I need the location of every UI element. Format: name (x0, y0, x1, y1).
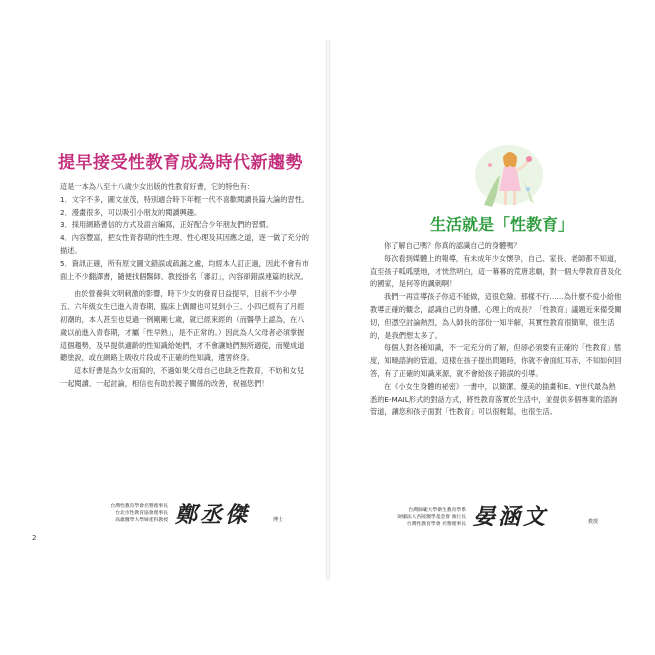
left-list-item: 3．採用網路書信的方式及語言編寫，正好配合少年朋友們的習慣。 (60, 220, 274, 230)
left-list-item: 4．內容豐富，把女性青春期的性生理、性心理及其因應之道，逐一做了充分的描述。 (60, 233, 309, 255)
left-list-item: 5．資訊正確，所有原文圖文錯誤或疏漏之處，均經本人訂正過，因此不會有市面上不少翻譯書，隨便找個醫師、教授掛名「審訂」，內容卻錯誤連篇的狀況。 (60, 258, 309, 281)
signature-title-line: 台灣性教育學會 名譽理事長 (406, 522, 466, 527)
right-page-body (370, 240, 622, 419)
left-list-item: 1．文字不多，圖文並茂，特別適合時下年輕一代不喜歡閱讀長篇大論的習性。 (60, 194, 309, 204)
signature-title-line: 台灣性教育學會名譽理事長 (110, 504, 168, 509)
book-spread (18, 40, 638, 580)
page-number: 2 (32, 534, 37, 542)
left-signature-handwriting: 鄭丞傑 (175, 502, 251, 528)
left-list-item: 2．漫畫很多，可以吸引小朋友的閱讀興趣。 (60, 207, 202, 217)
right-paragraph: 每個人對各種知識，不一定充分的了解，但卻必須要有正確的「性教育」態度，知曉諮詢的管道，這樣在孩子提出問題時，你就不會面紅耳赤，不知如何回答，有了正確的知識來源，就不會給孩子錯誤的引導。 (370, 343, 622, 378)
left-page (18, 40, 326, 580)
left-page-body (60, 181, 310, 391)
left-paragraph: 這是一本為八至十八歲少女出版的性教育好書，它的特色有： (60, 182, 255, 191)
right-signature-suffix: 教授 (588, 519, 599, 525)
signature-title-line: 財團法人杏陵醫學基金會 執行長 (397, 515, 466, 520)
signature-title-line: 高雄醫學大學婦產科教授 (115, 518, 168, 523)
right-paragraph: 你了解自己嗎？你真的認識自己的身體嗎？ (384, 241, 521, 250)
signature-title-line: 台灣師範大學衛生教育學系 (408, 508, 466, 513)
right-signature-titles (390, 507, 466, 528)
right-paragraph: 在《小女生身體的祕密》一書中，以簡潔、優美的插畫和E、Y世代最為熟悉的E-MAIL形式的對話方式，將性教育落實於生活中，並提供多個專業的諮詢管道，讓您和孩子面對「性教育」可以很輕鬆，也很生活。 (370, 381, 618, 417)
left-signature-suffix: 博士 (273, 517, 284, 523)
right-page-title: 生活就是「性教育」 (430, 215, 575, 234)
left-signature-titles (98, 503, 168, 524)
signature-title-line: 台北市性教育協會理事長 (115, 511, 168, 516)
left-page-title: 提早接受性教育成為時代新趨勢 (58, 153, 303, 173)
left-paragraph: 這本好書是為少女而寫的，不過如果父母自己也缺乏性教育，不妨和女兒一起閱讀、一起討論，相信也有助於親子關係的改善，祝福您們！ (60, 366, 305, 388)
left-paragraph: 由於營養與文明刺激的影響，時下少女的發育日益提早，目前不少小學五、六年級女生已進入青春期，臨床上偶爾也可見到小三、小四已經有了月經初潮的，本人甚至也見過一例剛剛七歲，就已經來經的（而醫學上認為，在八歲以前進入青春期，才屬「性早熟」，是不正常的。）因此為人父母者必須掌握這個趨勢，及早提供適齡的性知識給她們，才不會讓她們無所適從，而變成道聽塗說，或在網路上吸收片段或不正確的性知識，遺害終身。 (60, 289, 305, 363)
right-paragraph: 每次看到媒體上的報導，有未成年少女懷孕，自己、家長、老師都不知道，直至孩子呱呱墜地，才恍然明白，這一幕幕的荒唐悲劇，對一個大學教育普及化的國家，是何等的諷刺啊！ (370, 253, 622, 289)
right-signature-handwriting: 晏涵文 (473, 504, 549, 530)
right-paragraph: 我們一再宣導孩子你這不能做，這很危險、那樣不行……為什麼不從小給他教導正確的觀念，認識自己的身體、心理上的成長？「性教育」議題近來備受關切，但憑空討論熱烈，為人師長的部份一知半解，其實性教育很簡單，很生活的，是我們想太多了。 (370, 292, 622, 340)
girl-illustration (470, 135, 548, 215)
right-page (330, 40, 638, 580)
